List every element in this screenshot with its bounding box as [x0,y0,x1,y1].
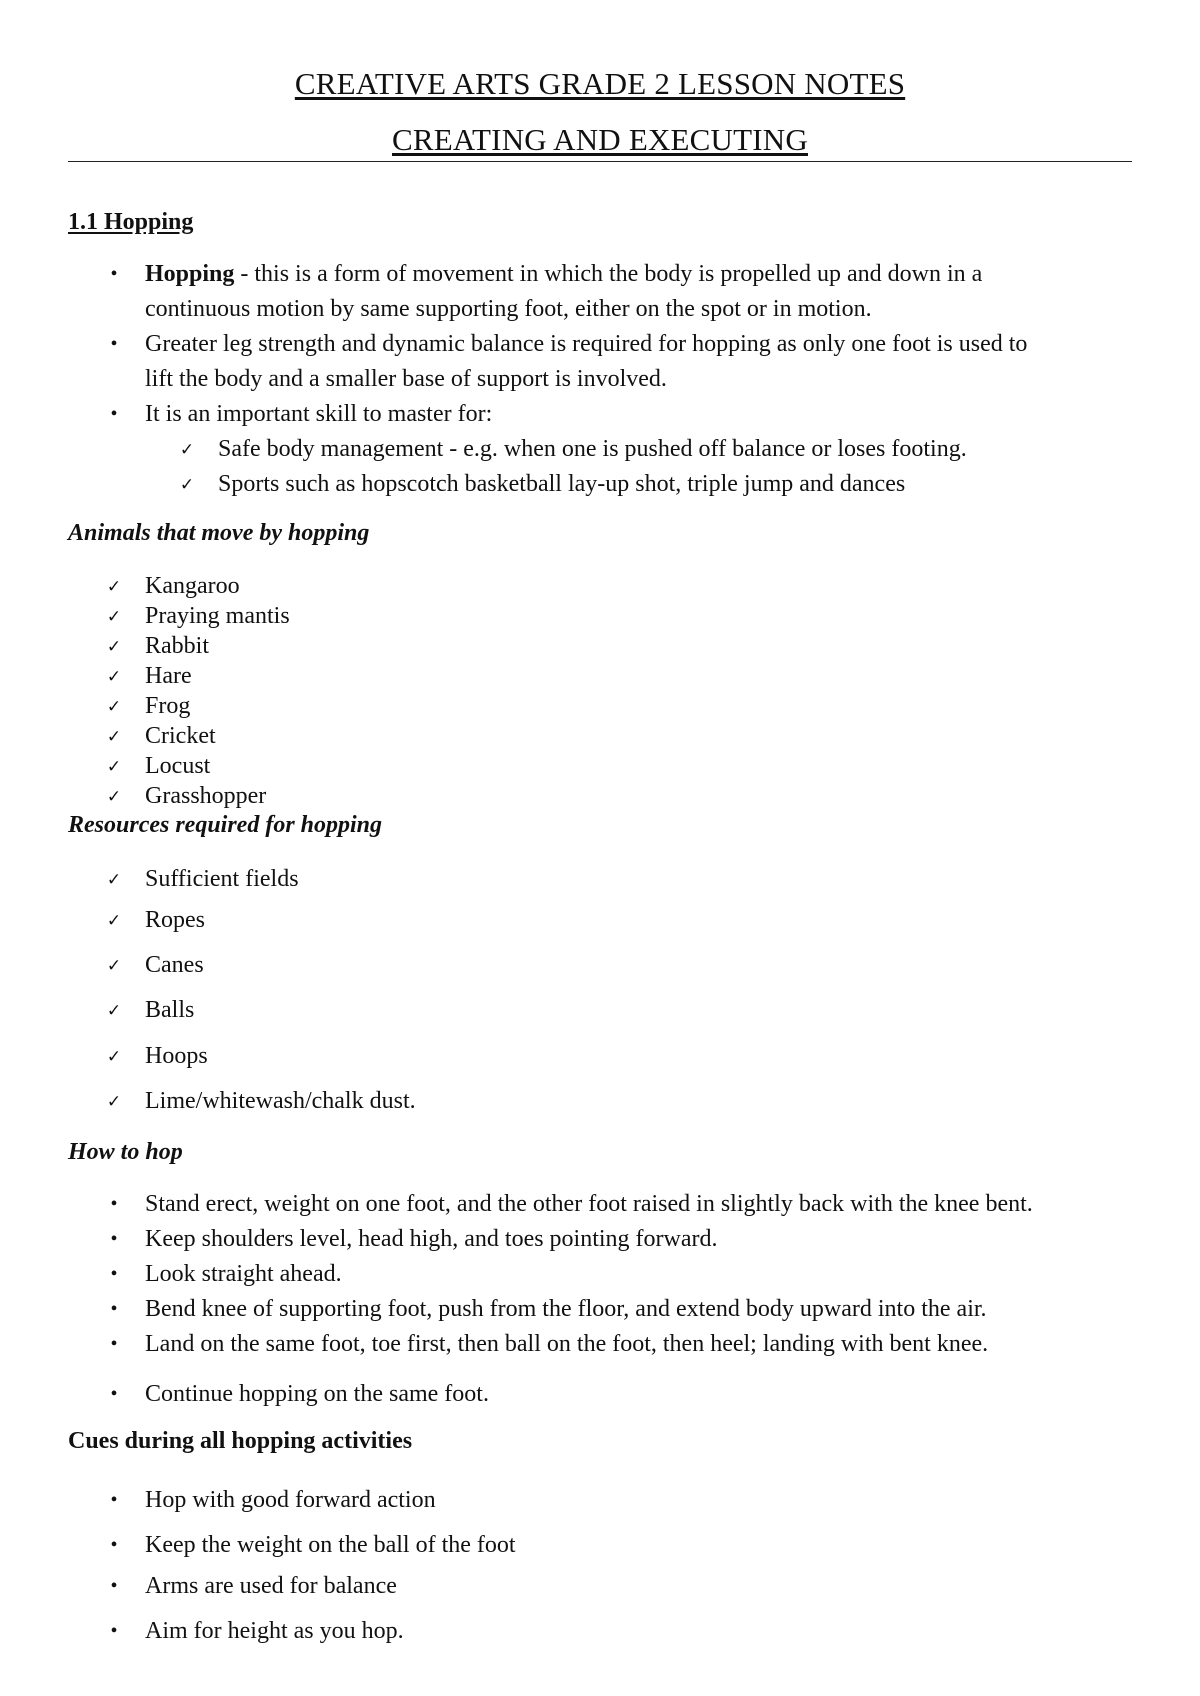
bullet-icon: • [110,1620,118,1642]
step-text: Look straight ahead. [145,1261,342,1287]
section-heading-how-to-hop: How to hop [68,1139,183,1165]
animal-name: Grasshopper [145,783,267,809]
bullet-icon: • [110,333,118,355]
animal-name: Praying mantis [145,603,290,629]
checkmark-icon: ✓ [106,911,122,930]
document-subtitle: CREATING AND EXECUTING [392,122,808,157]
sub-list-item-text: Safe body management - e.g. when one is pushed off balance or loses footing. [218,436,967,462]
bullet-icon: • [110,1575,118,1597]
resource-name: Balls [145,997,195,1023]
checkmark-icon: ✓ [106,1001,122,1020]
section-heading-animals: Animals that move by hopping [68,520,370,546]
sub-list-item-text: Sports such as hopscotch basketball lay-up shot, triple jump and dances [218,471,906,497]
document-title: CREATIVE ARTS GRADE 2 LESSON NOTES [294,66,906,101]
checkmark-icon: ✓ [106,1092,122,1111]
list-item-text: Greater leg strength and dynamic balance is required for hopping as only one foot is used to [145,331,1028,357]
resource-name: Canes [145,952,204,978]
checkmark-icon: ✓ [179,475,195,494]
checkmark-icon: ✓ [106,637,122,656]
section-heading-cues: Cues during all hopping activities [68,1428,413,1454]
title-divider [68,161,1132,162]
cue-text: Arms are used for balance [145,1573,397,1599]
animal-name: Frog [145,693,191,719]
checkmark-icon: ✓ [106,870,122,889]
animal-name: Locust [145,753,211,779]
checkmark-icon: ✓ [106,757,122,776]
bullet-icon: • [110,1228,118,1250]
cue-text: Keep the weight on the ball of the foot [145,1532,516,1558]
step-text: Keep shoulders level, head high, and toes pointing forward. [145,1226,718,1252]
step-text: Stand erect, weight on one foot, and the other foot raised in slightly back with the knee bent. [145,1191,1033,1217]
resource-name: Lime/whitewash/chalk dust. [145,1088,416,1114]
bullet-icon: • [110,263,118,285]
bullet-icon: • [110,403,118,425]
animal-name: Hare [145,663,192,689]
checkmark-icon: ✓ [106,667,122,686]
checkmark-icon: ✓ [106,787,122,806]
definition-term: Hopping [145,261,235,287]
bullet-icon: • [110,1534,118,1556]
bullet-icon: • [110,1298,118,1320]
checkmark-icon: ✓ [179,440,195,459]
definition-text: - this is a form of movement in which the body is propelled up and down in a [234,261,983,287]
cue-text: Aim for height as you hop. [145,1618,404,1644]
section-heading-hopping: 1.1 Hopping [68,209,194,235]
cue-text: Hop with good forward action [145,1487,436,1513]
list-item-text-continued: lift the body and a smaller base of support is involved. [145,366,667,392]
checkmark-icon: ✓ [106,697,122,716]
step-text: Land on the same foot, toe first, then ball on the foot, then heel; landing with bent knee. [145,1331,989,1357]
checkmark-icon: ✓ [106,577,122,596]
bullet-icon: • [110,1193,118,1215]
resource-name: Ropes [145,907,205,933]
resource-name: Hoops [145,1043,208,1069]
step-text: Continue hopping on the same foot. [145,1381,489,1407]
list-item-text: It is an important skill to master for: [145,401,493,427]
resource-name: Sufficient fields [145,866,299,892]
checkmark-icon: ✓ [106,607,122,626]
animal-name: Rabbit [145,633,209,659]
bullet-icon: • [110,1263,118,1285]
bullet-icon: • [110,1383,118,1405]
checkmark-icon: ✓ [106,1047,122,1066]
bullet-icon: • [110,1489,118,1511]
step-text: Bend knee of supporting foot, push from the floor, and extend body upward into the air. [145,1296,987,1322]
animal-name: Cricket [145,723,216,749]
checkmark-icon: ✓ [106,727,122,746]
bullet-icon: • [110,1333,118,1355]
section-heading-resources: Resources required for hopping [68,812,383,838]
animal-name: Kangaroo [145,573,240,599]
definition-text-continued: continuous motion by same supporting foot, either on the spot or in motion. [145,296,872,322]
checkmark-icon: ✓ [106,956,122,975]
